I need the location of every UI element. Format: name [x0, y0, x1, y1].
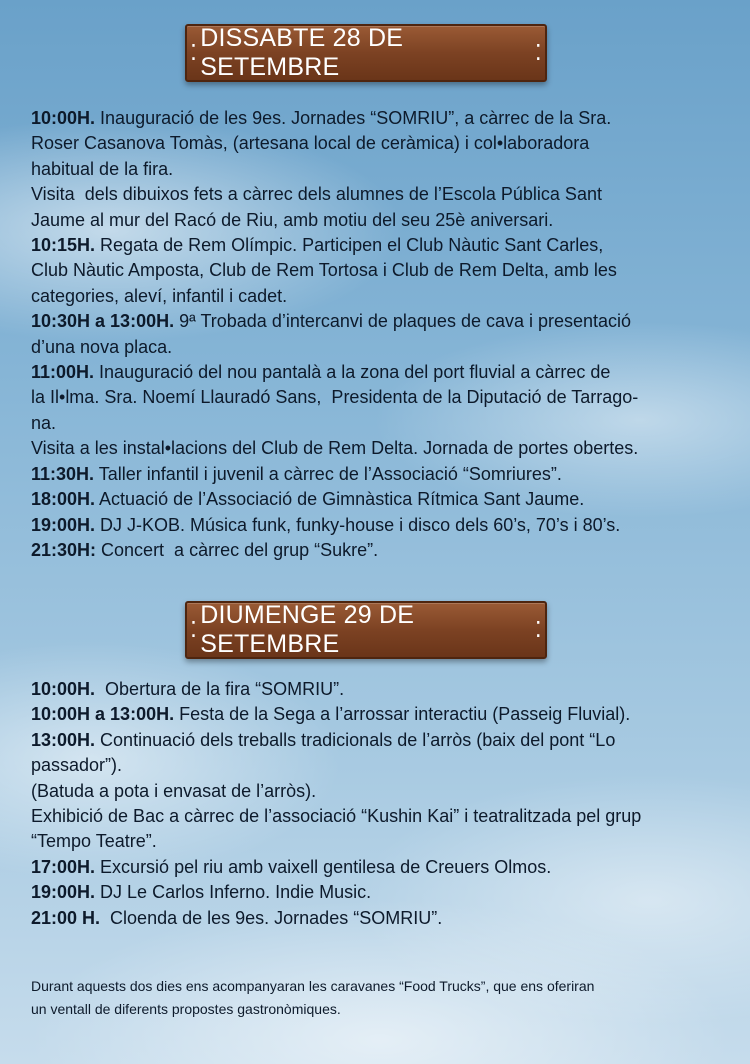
schedule-text: 9ª Trobada d’intercanvi de plaques de cava i presentació: [174, 311, 632, 332]
schedule-line: [31, 513, 721, 538]
day1-schedule: [31, 106, 721, 563]
schedule-time: 17:00H.: [31, 856, 96, 877]
schedule-time: 21:00 H.: [31, 907, 101, 928]
schedule-time: 10:00H a 13:00H.: [31, 704, 175, 725]
schedule-text: Visita dels dibuixos fets a càrrec dels alumnes de l’Escola Pública Sant: [31, 184, 602, 205]
schedule-text: na.: [31, 412, 57, 433]
schedule-text: Regata de Rem Olímpic. Participen el Club Nàutic Sant Carles,: [95, 235, 604, 256]
schedule-line: [31, 487, 721, 512]
footer-line: un ventall de diferents propostes gastronòmiques.: [31, 1001, 341, 1017]
schedule-line: [31, 779, 721, 804]
schedule-line: [31, 677, 721, 702]
schedule-text: “Tempo Teatre”.: [31, 831, 157, 852]
schedule-text: (Batuda a pota i envasat de l’arròs).: [31, 780, 317, 801]
schedule-text: Festa de la Sega a l’arrossar interactiu (Passeig Fluvial).: [174, 704, 631, 725]
schedule-text: Excursió pel riu amb vaixell gentilesa de Creuers Olmos.: [95, 856, 552, 877]
schedule-time: 10:30H a 13:00H.: [31, 311, 175, 332]
schedule-text: la Il•lma. Sra. Noemí Llauradó Sans, Presidenta de la Diputació de Tarrago-: [31, 387, 639, 408]
schedule-time: 10:00H.: [31, 679, 96, 699]
schedule-line: [31, 360, 721, 385]
banner-ornament-left: ⁚: [190, 40, 198, 65]
banner-ornament-left: ⁚: [190, 617, 198, 642]
schedule-text: Cloenda de les 9es. Jornades “SOMRIU”.: [100, 907, 443, 928]
banner-ornament-right: ⁚: [534, 40, 542, 65]
schedule-line: [31, 411, 721, 436]
schedule-text: Actuació de l’Associació de Gimnàstica Rítmica Sant Jaume.: [95, 489, 585, 510]
schedule-time: 21:30H:: [31, 539, 97, 560]
schedule-line: [31, 829, 721, 854]
schedule-line: [31, 728, 721, 753]
schedule-line: [31, 804, 721, 829]
schedule-text: Continuació dels treballs tradicionals de l’arròs (baix del pont “Lo: [95, 729, 616, 750]
schedule-line: [31, 258, 721, 283]
schedule-line: [31, 906, 721, 931]
schedule-text: DJ J-KOB. Música funk, funky-house i disco dels 60’s, 70’s i 80’s.: [95, 514, 621, 535]
schedule-line: [31, 855, 721, 880]
schedule-line: [31, 462, 721, 487]
schedule-text: Inauguració del nou pantalà a la zona del port fluvial a càrrec de: [94, 362, 611, 383]
schedule-line: [31, 753, 721, 778]
day2-schedule: [31, 677, 721, 931]
schedule-line: [31, 880, 721, 905]
schedule-time: 11:30H.: [31, 463, 95, 484]
footer-note: [31, 975, 721, 1021]
schedule-line: [31, 538, 721, 563]
schedule-text: Club Nàutic Amposta, Club de Rem Tortosa i Club de Rem Delta, amb les: [31, 260, 617, 281]
schedule-text: Visita a les instal•lacions del Club de Rem Delta. Jornada de portes obertes.: [31, 438, 639, 459]
schedule-text: Inauguració de les 9es. Jornades “SOMRIU”, a càrrec de la Sra.: [95, 108, 612, 128]
schedule-line: [31, 131, 721, 156]
schedule-text: Roser Casanova Tomàs, (artesana local de ceràmica) i col•laboradora: [31, 133, 590, 154]
schedule-time: 19:00H.: [31, 514, 96, 535]
schedule-time: 11:00H.: [31, 362, 95, 383]
schedule-text: Concert a càrrec del grup “Sukre”.: [96, 539, 379, 560]
schedule-line: [31, 106, 721, 131]
schedule-time: 18:00H.: [31, 489, 96, 510]
schedule-text: passador”).: [31, 755, 123, 776]
schedule-text: Obertura de la fira “SOMRIU”.: [95, 679, 345, 699]
schedule-line: [31, 335, 721, 360]
schedule-text: Exhibició de Bac a càrrec de l’associació “Kushin Kai” i teatralitzada pel grup: [31, 806, 642, 827]
schedule-line: [31, 182, 721, 207]
schedule-text: categories, aleví, infantil i cadet.: [31, 285, 288, 306]
schedule-line: [31, 233, 721, 258]
schedule-text: d’una nova placa.: [31, 336, 173, 357]
schedule-line: [31, 309, 721, 334]
banner-ornament-right: ⁚: [534, 617, 542, 642]
day1-banner: [185, 24, 547, 82]
schedule-line: [31, 702, 721, 727]
schedule-text: habitual de la fira.: [31, 158, 174, 179]
schedule-time: 19:00H.: [31, 882, 96, 903]
schedule-time: 13:00H.: [31, 729, 96, 750]
schedule-line: [31, 157, 721, 182]
schedule-line: [31, 208, 721, 233]
schedule-text: Taller infantil i juvenil a càrrec de l’Associació “Somriures”.: [94, 463, 562, 484]
schedule-time: 10:00H.: [31, 108, 96, 128]
schedule-line: [31, 284, 721, 309]
footer-line: Durant aquests dos dies ens acompanyaran les caravanes “Food Trucks”, que ens oferiran: [31, 978, 595, 994]
schedule-text: DJ Le Carlos Inferno. Indie Music.: [95, 882, 372, 903]
day1-title: DISSABTE 28 DE SETEMBRE: [200, 24, 404, 81]
schedule-time: 10:15H.: [31, 235, 96, 256]
schedule-text: Jaume al mur del Racó de Riu, amb motiu del seu 25è aniversari.: [31, 209, 554, 230]
schedule-line: [31, 385, 721, 410]
schedule-line: [31, 436, 721, 461]
day2-title: DIUMENGE 29 DE SETEMBRE: [200, 601, 415, 658]
day2-banner: [185, 601, 547, 659]
